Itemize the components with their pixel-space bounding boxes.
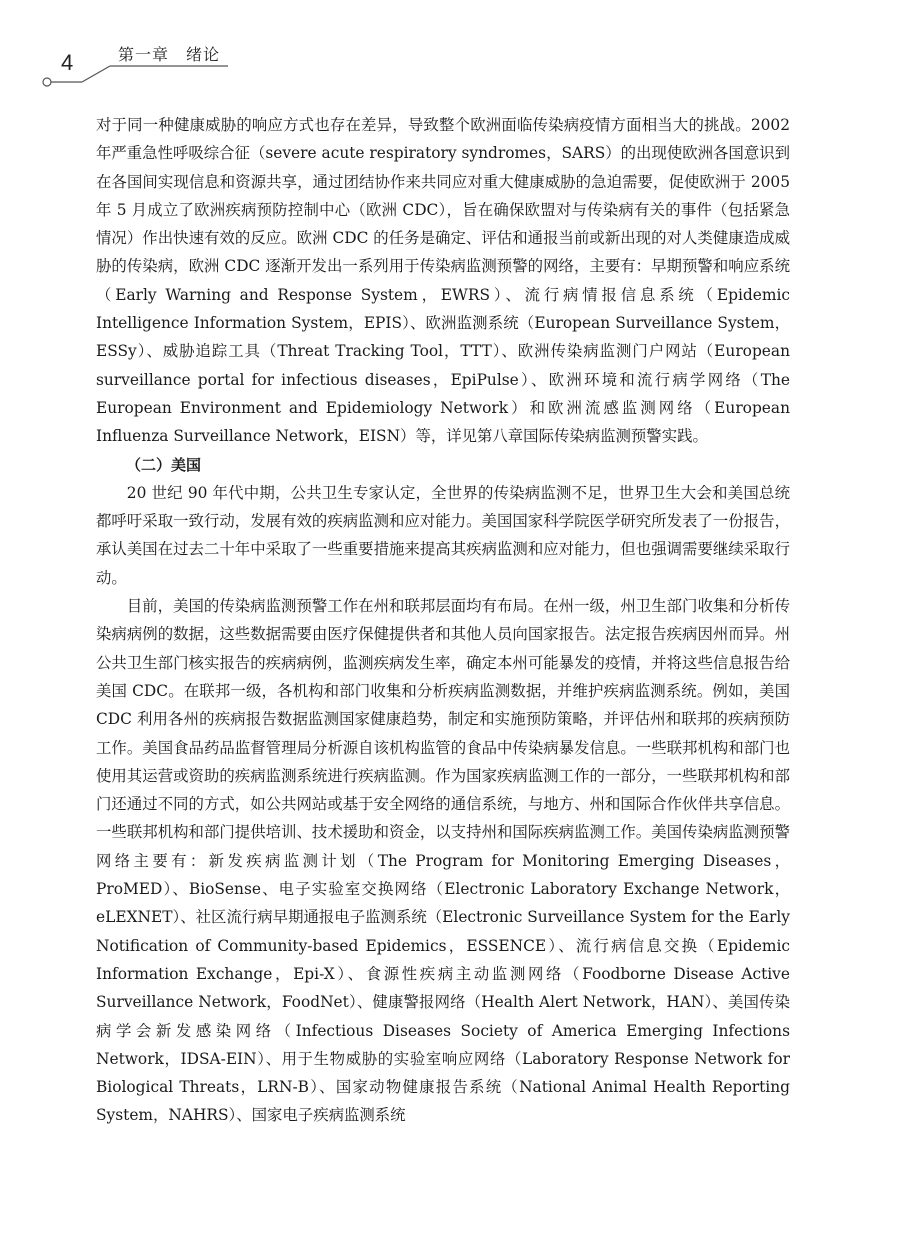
chapter-title: 第一章 绪论	[118, 45, 221, 64]
page-number: 4	[61, 50, 74, 75]
section-heading-usa: （二）美国	[126, 455, 202, 474]
page-header	[0, 0, 900, 100]
page-body	[96, 111, 790, 1130]
paragraph-europe-continued: 对于同一种健康威胁的响应方式也存在差异，导致整个欧洲面临传染病疫情方面相当大的挑战。2002 年严重急性呼吸综合征（severe acute respiratory syndromes，SARS）的出现使欧洲各国意识到在各国间实现信息和资源共享，通过团结协作来共同应对重大健康威胁的急迫需要，促使欧洲于 2005 年 5 月成立了欧洲疾病预防控制中心（欧洲 CDC），旨在确保欧盟对与传染病有关的事件（包括紧急情况）作出快速有效的反应。欧洲 CDC 的任务是确定、评估和通报当前或新出现的对人类健康造成威胁的传染病，欧洲 CDC 逐渐开发出一系列用于传染病监测预警的网络，主要有：早期预警和响应系统（Early Warning and Response System，EWRS）、流行病情报信息系统（Epidemic Intelligence Information System，EPIS）、欧洲监测系统（European Surveillance System，ESSy）、威胁追踪工具（Threat Tracking Tool，TTT）、欧洲传染病监测门户网站（European surveillance portal for infectious diseases，EpiPulse）、欧洲环境和流行病学网络（The European Environment and Epidemiology Network）和欧洲流感监测网络（European Influenza Surveillance Network，EISN）等，详见第八章国际传染病监测预警实践。	[96, 116, 790, 446]
paragraph-usa-networks: 目前，美国的传染病监测预警工作在州和联邦层面均有布局。在州一级，州卫生部门收集和分析传染病病例的数据，这些数据需要由医疗保健提供者和其他人员向国家报告。法定报告疾病因州而异。州公共卫生部门核实报告的疾病病例，监测疾病发生率，确定本州可能暴发的疫情，并将这些信息报告给美国 CDC。在联邦一级，各机构和部门收集和分析疾病监测数据，并维护疾病监测系统。例如，美国 CDC 利用各州的疾病报告数据监测国家健康趋势，制定和实施预防策略，并评估州和联邦的疾病预防工作。美国食品药品监督管理局分析源自该机构监管的食品中传染病暴发信息。一些联邦机构和部门也使用其运营或资助的疾病监测系统进行疾病监测。作为国家疾病监测工作的一部分，一些联邦机构和部门还通过不同的方式，如公共网站或基于安全网络的通信系统，与地方、州和国际合作伙伴共享信息。一些联邦机构和部门提供培训、技术援助和资金，以支持州和国际疾病监测工作。美国传染病监测预警网络主要有：新发疾病监测计划（The Program for Monitoring Emerging Diseases，ProMED）、BioSense、电子实验室交换网络（Electronic Laboratory Exchange Network，eLEXNET）、社区流行病早期通报电子监测系统（Electronic Surveillance System for the Early Notification of Community-based Epidemics，ESSENCE）、流行病信息交换（Epidemic Information Exchange，Epi-X）、食源性疾病主动监测网络（Foodborne Disease Active Surveillance Network，FoodNet）、健康警报网络（Health Alert Network，HAN）、美国传染病学会新发感染网络（Infectious Diseases Society of America Emerging Infections Network，IDSA-EIN）、用于生物威胁的实验室响应网络（Laboratory Response Network for Biological Threats，LRN-B）、国家动物健康报告系统（National Animal Health Reporting System，NAHRS）、国家电子疾病监测系统	[96, 597, 790, 1125]
paragraph-usa-background: 20 世纪 90 年代中期，公共卫生专家认定，全世界的传染病监测不足，世界卫生大会和美国总统都呼吁采取一致行动，发展有效的疾病监测和应对能力。美国国家科学院医学研究所发表了一份报告，承认美国在过去二十年中采取了一些重要措施来提高其疾病监测和应对能力，但也强调需要继续采取行动。	[96, 483, 790, 587]
